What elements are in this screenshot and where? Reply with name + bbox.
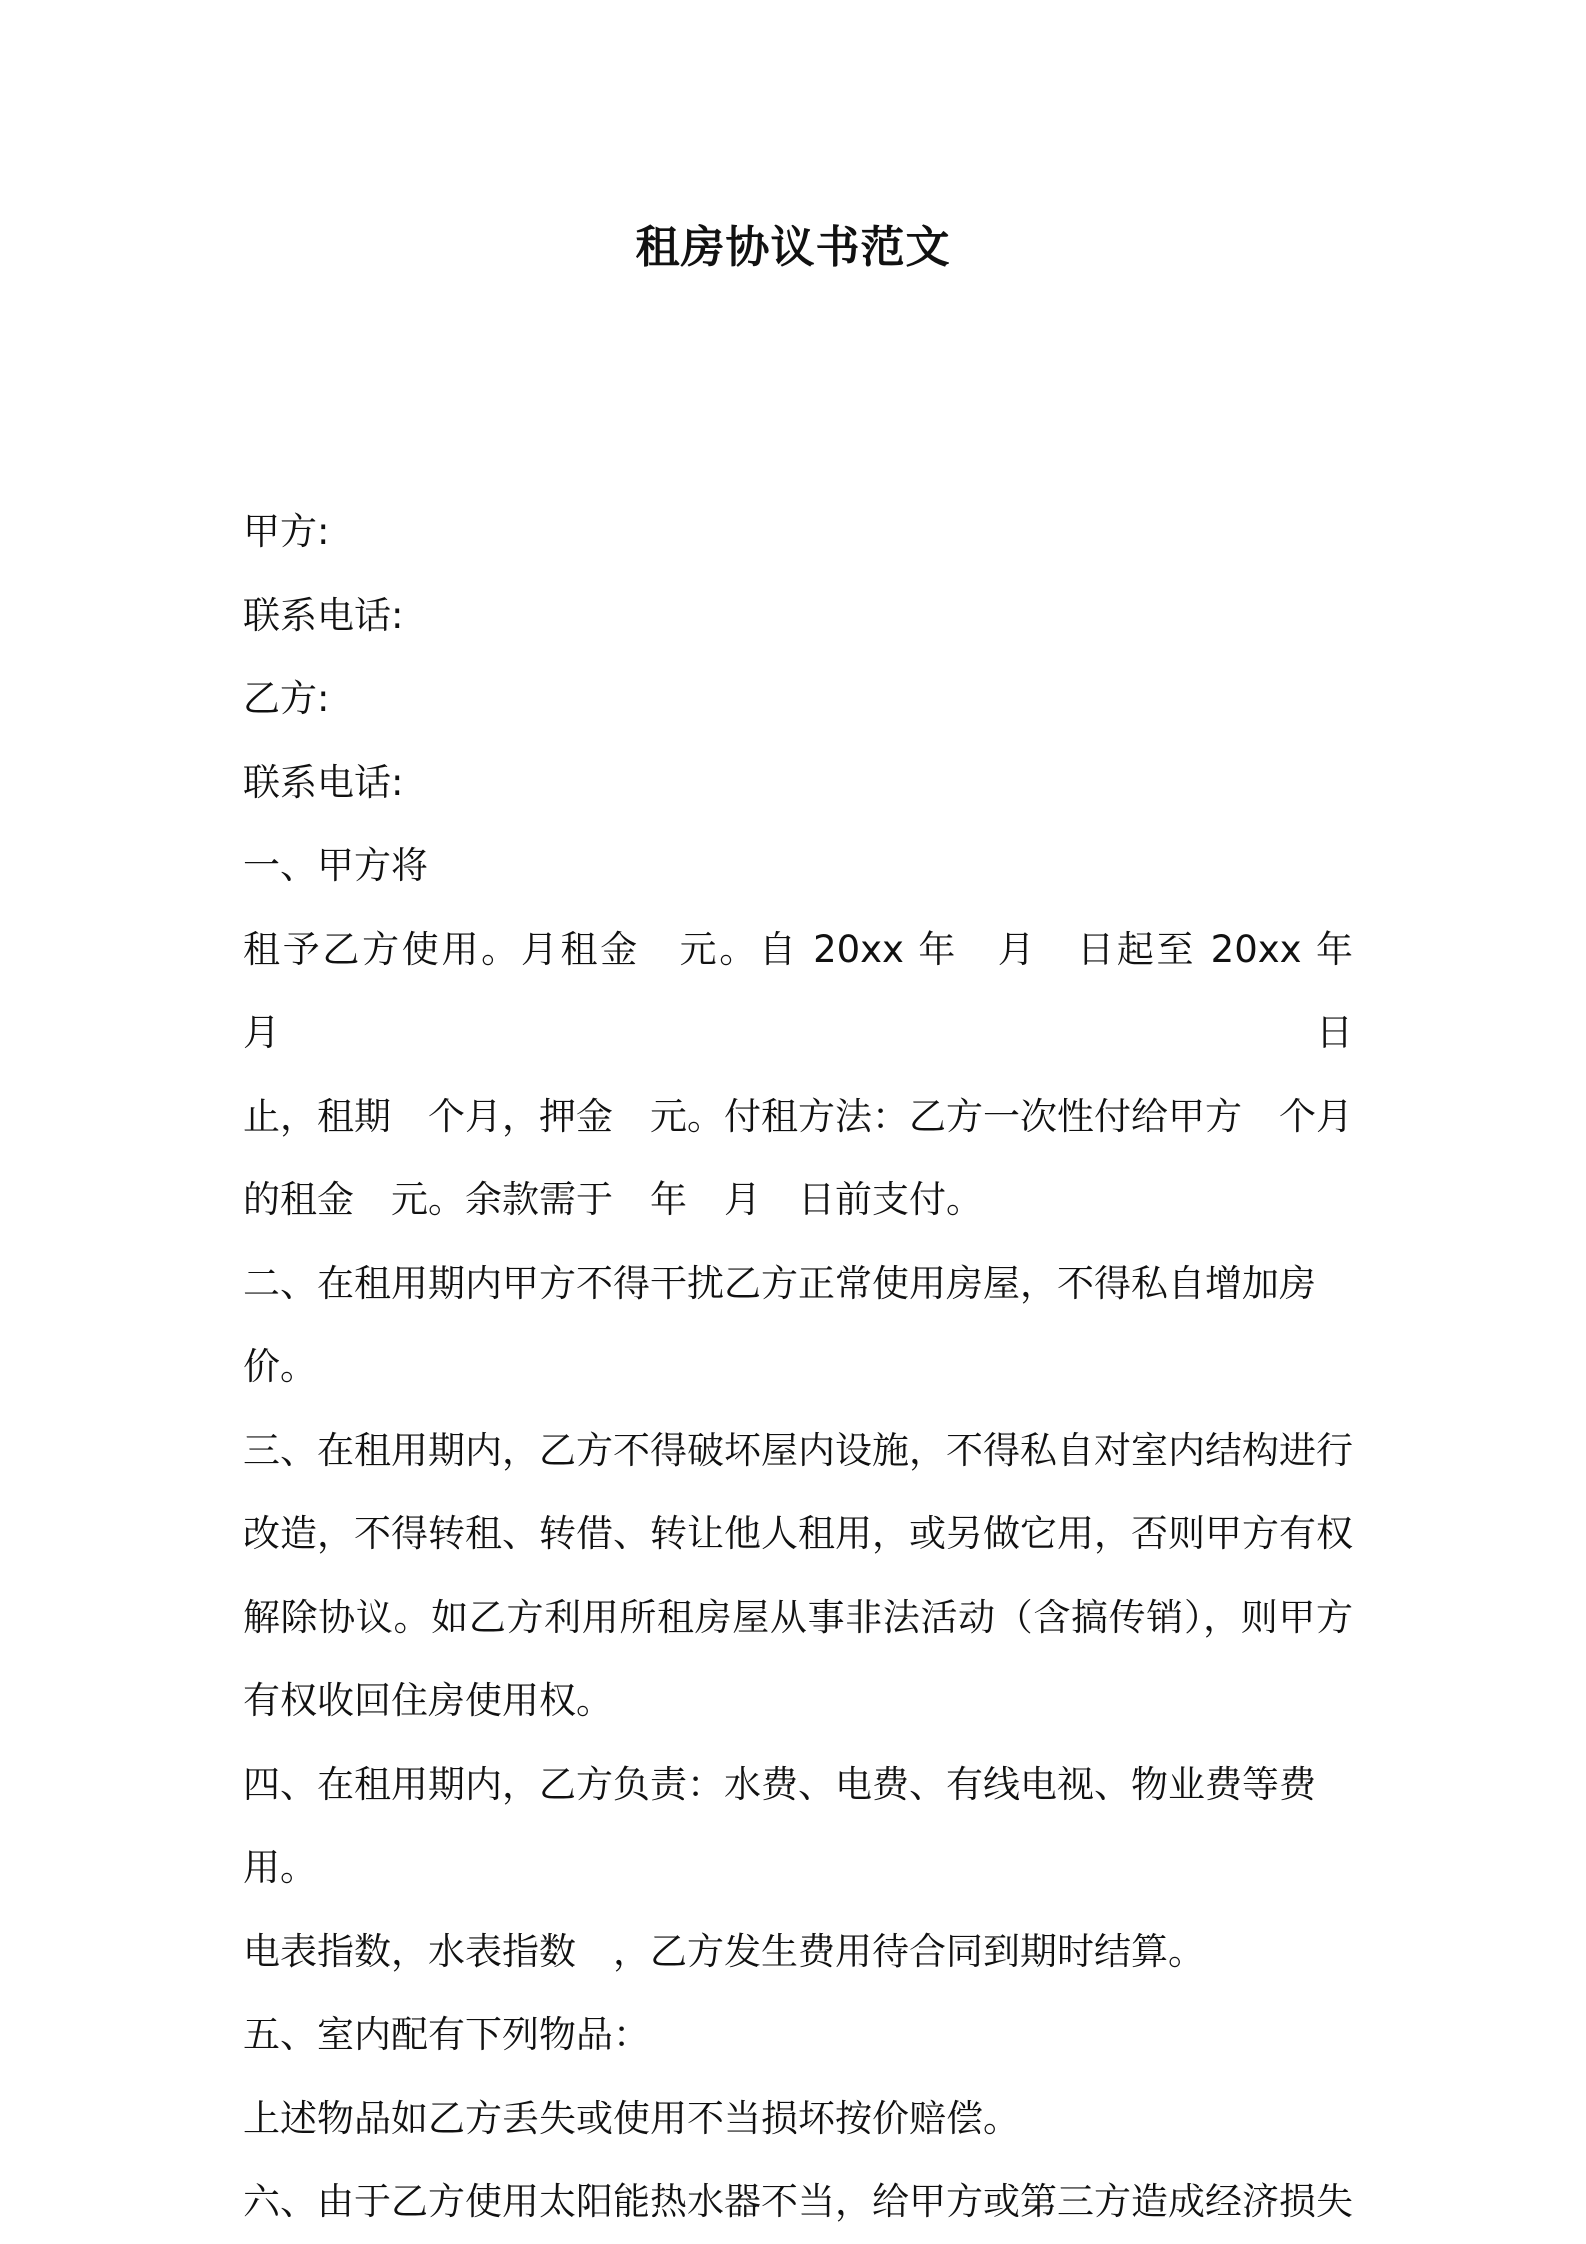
clause-5-line-1: 五、室内配有下列物品：	[243, 2013, 650, 2056]
document-body	[243, 490, 1390, 2244]
clause-3-line-1: 三、在租用期内，乙方不得破坏屋内设施，不得私自对室内结构进行	[243, 1428, 1353, 1472]
clause-6-line-1: 六、由于乙方使用太阳能热水器不当，给甲方或第三方造成经济损失	[243, 2180, 1353, 2223]
clause-3-line-4: 有权收回住房使用权。	[243, 1679, 613, 1722]
clause-3-line-3: 解除协议。如乙方利用所租房屋从事非法活动（含搞传销），则甲方	[243, 1595, 1353, 1639]
clause-5-line-2: 上述物品如乙方丢失或使用不当损坏按价赔偿。	[243, 2096, 1020, 2140]
clause-1-line-1: 租予乙方使用。月租金 元。自 20xx 年 月 日起至 20xx 年 月 日	[243, 927, 1390, 1054]
party-b-line: 乙方:	[243, 677, 330, 720]
party-a-line: 甲方:	[243, 510, 330, 553]
clause-1-line-3: 的租金 元。余款需于 年 月 日前支付。	[243, 1178, 983, 1221]
clause-1-line-2: 止，租期 个月，押金 元。付租方法：乙方一次性付给甲方 个月	[243, 1094, 1353, 1138]
clause-4-line-2: 电表指数，水表指数 ，乙方发生费用待合同到期时结算。	[243, 1929, 1205, 1973]
clause-4-line-1: 四、在租用期内，乙方负责：水费、电费、有线电视、物业费等费用。	[243, 1762, 1316, 1889]
party-b-phone-line: 联系电话:	[243, 760, 404, 804]
clause-1-heading: 一、甲方将	[243, 844, 428, 887]
party-a-phone-line: 联系电话:	[243, 593, 404, 637]
clause-2: 二、在租用期内甲方不得干扰乙方正常使用房屋，不得私自增加房价。	[243, 1261, 1316, 1388]
document-title: 租房协议书范文	[635, 222, 951, 273]
clause-3-line-2: 改造，不得转租、转借、转让他人租用，或另做它用，否则甲方有权	[243, 1512, 1353, 1555]
